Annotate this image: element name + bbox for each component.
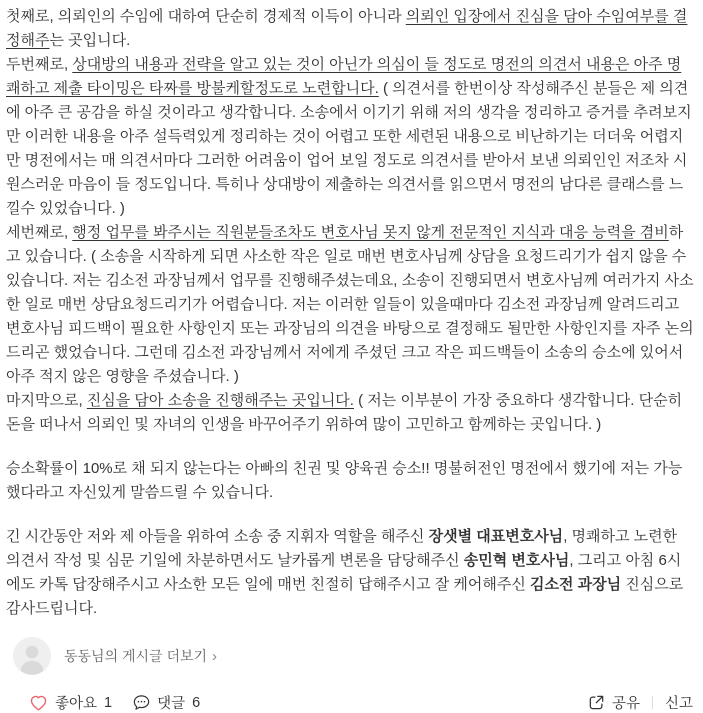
share-button[interactable]	[587, 692, 640, 713]
author-more-label: 동동님의 게시글 더보기	[64, 648, 208, 664]
body-text: 마지막으로,	[6, 392, 87, 409]
chevron-right-icon: ›	[212, 647, 218, 665]
body-text: 진심으로 감사드립니다.	[6, 576, 684, 617]
action-bar	[0, 692, 703, 713]
body-text: 승소확률이 10%로 채 되지 않는다는 아빠의 친권 및 양육권 승소!! 명불허전인 명전에서 했기에 저는 가능했다라고 자신있게 말씀드릴 수 있습니다.	[6, 460, 683, 501]
author-more-link[interactable]	[64, 646, 217, 666]
divider	[652, 696, 653, 709]
body-text: 첫째로, 의뢰인의 수임에 대하여 단순히 경제적 이득이 아니라	[6, 8, 406, 25]
report-label: 신고	[664, 696, 693, 712]
post-paragraph	[6, 53, 695, 221]
comment-label: 댓글	[157, 696, 186, 712]
action-bar-right	[587, 692, 693, 713]
like-label: 좋아요	[55, 696, 98, 712]
share-icon	[587, 693, 606, 712]
underlined-text: 상대방의 내용과 전략을 알고 있는 것이 아닌가 의심이 들 정도로 명전의 의견서 내용은 아주 명쾌하고 제출 타이밍은 타짜를 방불케할정도로 노련합니다.	[6, 56, 682, 97]
post-paragraph	[6, 525, 695, 621]
share-label: 공유	[611, 696, 640, 712]
bold-name-text: 김소전 과장님	[530, 576, 622, 593]
post-paragraph	[6, 5, 695, 53]
post-paragraph	[6, 221, 695, 389]
underlined-text: 행정 업무를 봐주시는 직원분들조차도 변호사님 못지 않게 전문적인 지식과 대응 능력을 겸비	[72, 224, 669, 241]
body-text: 두번째로,	[6, 56, 73, 73]
comment-button[interactable]	[132, 692, 200, 713]
body-text: , 명쾌하고 노련한 의견서 작성 및 심문 기일에 차분하면서도 날카롭게 변론을 담당해주신	[6, 528, 678, 569]
comment-bubble-icon	[132, 693, 151, 712]
body-text: 는 곳입니다.	[49, 32, 131, 49]
body-text: 하고 있습니다. ( 소송을 시작하게 되면 사소한 작은 일로 매번 변호사님께 상담을 요청드리기가 쉽지 않을 수 있습니다. 저는 김소전 과장님께서 업무를 진행해주셨는데요, 소송이 진행되면서 변호사님께 여러가지 사소한 일로 매번 상담요청드리기가 어렵습니다. 저는 이러한 일들이 있을때마다 김소전 과장님께 알려드리고 변호사님 피드백이 필요한 사항인지 또는 과장님의 의견을 바탕으로 결정해도 될만한 사항인지를 자주 논의드리곤 했었습니다. 그런데 김소전 과장님께서 저에게 주셨던 크고 작은 피드백들이 소송의 승소에 있어서 아주 적지 않은 영향을 주셨습니다. )	[6, 224, 694, 385]
body-text: 긴 시간동안 저와 제 아들을 위하여 소송 중 지휘자 역할을 해주신	[6, 528, 429, 545]
bold-name-text: 장샛별 대표변호사님	[428, 528, 564, 545]
bold-name-text: 송민혁 변호사님	[463, 552, 570, 569]
like-count: 1	[104, 694, 113, 711]
action-bar-left	[28, 692, 200, 713]
comment-count: 6	[192, 694, 201, 711]
post-paragraph	[6, 389, 695, 437]
body-text: 세번째로,	[6, 224, 73, 241]
underlined-text: 진심을 담아 소송을 진행해주는 곳입니다.	[86, 392, 354, 409]
body-text: ( 의견서를 한번이상 작성해주신 분들은 제 의견에 아주 큰 공감을 하실 것이라고 생각합니다. 소송에서 이기기 위해 저의 생각을 정리하고 증거를 추려보지만 이러한 내용을 아주 설득력있게 정리하는 것이 어렵고 또한 세련된 내용으로 비난하기는 더더욱 어렵지만 명전에서는 매 의견서마다 그러한 어려움이 업어 보일 정도로 의견서를 받아서 보낸 의뢰인인 저조차 시원스러운 마음이 들 정도입니다. 특히나 상대방이 제출하는 의견서를 읽으면서 명전의 남다른 클래스를 느낄수 있었습니다. )	[6, 80, 692, 217]
body-text: ( 저는 이부분이 가장 중요하다 생각합니다. 단순히 돈을 떠나서 의뢰인 및 자녀의 인생을 바꾸어주기 위하여 많이 고민하고 함께하는 곳입니다. )	[6, 392, 683, 433]
post-paragraph	[6, 457, 695, 505]
report-button[interactable]	[665, 692, 693, 713]
body-text: , 그리고 아침 6시에도 카톡 답장해주시고 사소한 모든 일에 매번 친절히 답해주시고 잘 케어해주신	[6, 552, 682, 593]
heart-icon	[28, 693, 49, 713]
like-button[interactable]	[28, 692, 112, 713]
underlined-text: 의뢰인 입장에서 진심을 담아 수임여부를 결정해주	[6, 8, 688, 49]
